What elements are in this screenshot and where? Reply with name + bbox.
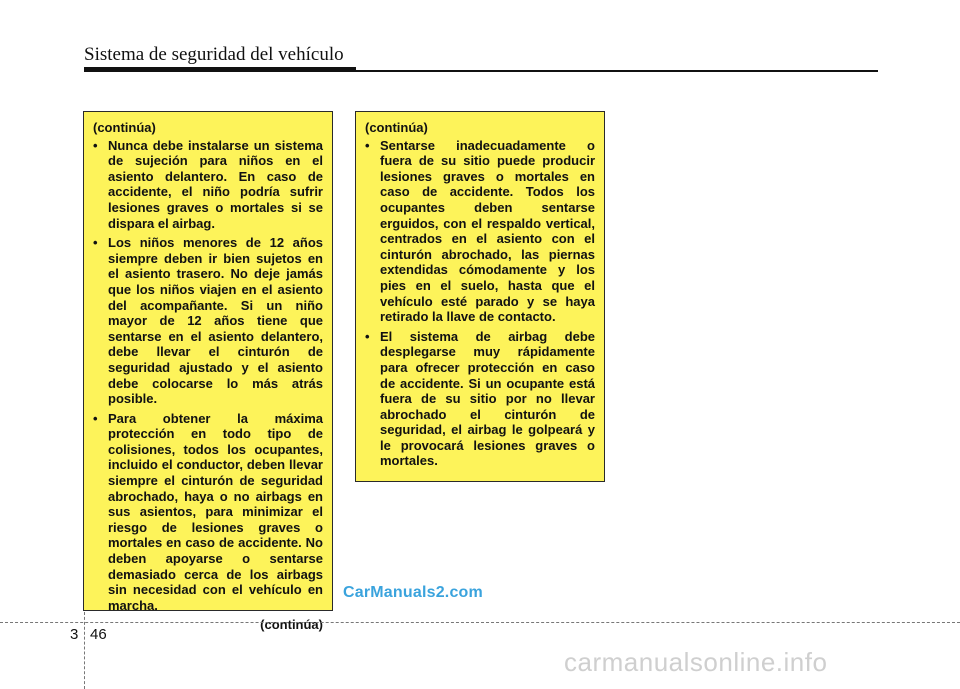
site-watermark: CarManuals2.com (343, 584, 483, 601)
bullet-icon: • (365, 328, 370, 344)
warning-bullet (365, 138, 595, 325)
bullet-icon: • (365, 137, 370, 153)
bullet-text: Nunca debe instalarse un sistema de sujeción para niños en el asiento delantero. En caso de accidente, el niño podría sufrir lesiones graves o mortales si se dispara el airbag. (108, 137, 323, 231)
bullet-text: El sistema de airbag debe desplegarse muy rápidamente para ofrecer protección en caso de accidente. Si un ocupante está fuera de su sitio por no llevar abrochado el cinturón de seguridad, el airbag le golpeará y le provocará lesiones graves o mortales. (380, 328, 595, 469)
bullet-text: Los niños menores de 12 años siempre deben ir bien sujetos en el asiento trasero. No deje jamás que los niños viajen en el asiento del acompañante. Si un niño mayor de 12 años tiene que sentarse en el asiento delantero, debe llevar el cinturón de seguridad ajustado y el asiento debe colocarse lo más atrás posible. (108, 235, 323, 407)
warning-bullet (93, 235, 323, 407)
chapter-number: 3 (70, 626, 79, 643)
page-header-title: Sistema de seguridad del vehículo (84, 44, 344, 65)
warning-bullet (93, 411, 323, 614)
footer-dashed-divider (84, 612, 85, 689)
bullet-text: Sentarse inadecuadamente o fuera de su sitio puede producir lesiones graves o mortales en caso de accidente. Todos los ocupantes deben sentarse erguidos, con el respaldo vertical, centrados en el asiento con el cinturón abrochado, las piernas extendidas cómodamente y los pies en el suelo, hasta que el vehículo esté parado y se haya retirado la llave de contacto. (380, 137, 595, 325)
bullet-icon: • (93, 137, 98, 153)
bullet-icon: • (93, 410, 98, 426)
page-number: 46 (90, 626, 107, 643)
footer-watermark: carmanualsonline.info (564, 647, 828, 677)
warning-bullet (93, 138, 323, 232)
warning-box-left (83, 111, 333, 633)
header-rule (84, 70, 878, 72)
warning-box-right (355, 111, 605, 482)
continued-label: (continúa) (93, 120, 156, 135)
bullet-text: Para obtener la máxima protección en todo tipo de colisiones, todos los ocupantes, incluido el conductor, deben llevar siempre el cinturón de seguridad abrochado, haya o no airbags en sus asientos, para minimizar el riesgo de lesiones graves o mortales en caso de accidente. No deben apoyarse o sentarse demasiado cerca de los airbags sin necesidad con el vehículo en marcha. (108, 410, 323, 613)
continued-label: (continúa) (365, 120, 428, 135)
continues-label: (continúa) (260, 617, 323, 633)
bullet-icon: • (93, 235, 98, 251)
footer-dashed-rule (0, 622, 960, 623)
warning-bullet (365, 329, 595, 469)
